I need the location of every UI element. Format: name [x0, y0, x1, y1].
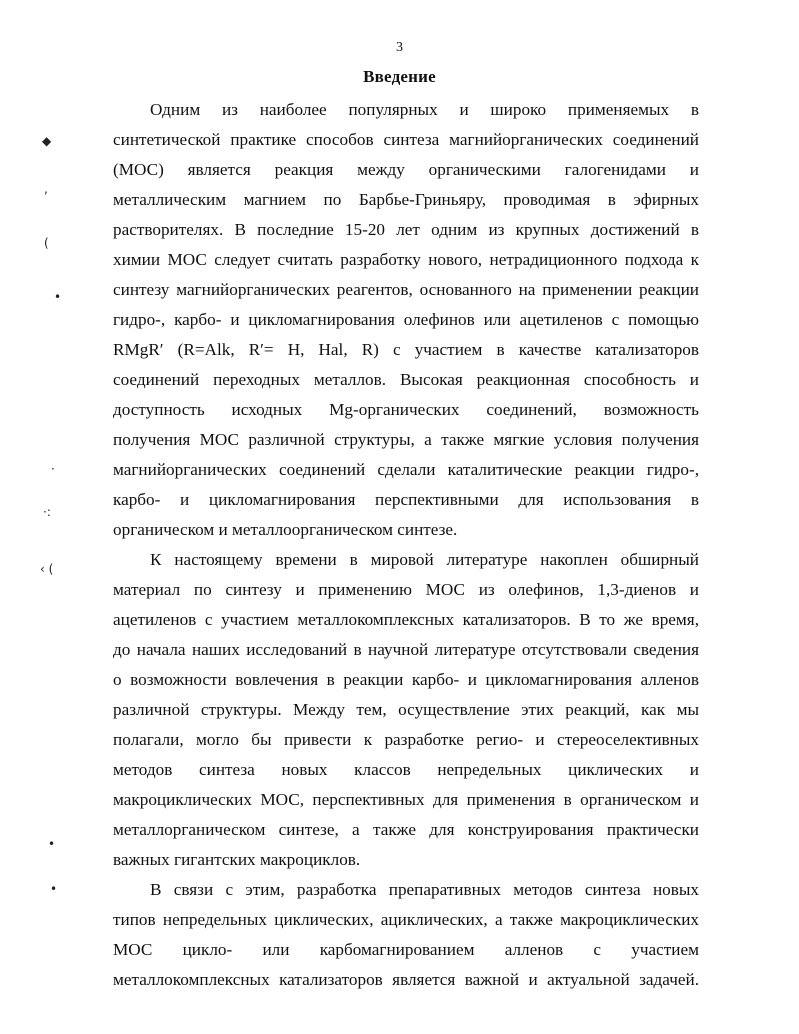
text-line: металлорганическом синтезе, а также для конструирования практически [113, 820, 699, 839]
page-title: Введение [363, 67, 436, 86]
page-number: 3 [396, 40, 403, 55]
text-line: полагали, могло бы привести к разработке регио- и стереоселективных [113, 730, 699, 749]
text-line: К настоящему времени в мировой литературе накоплен обширный [150, 550, 699, 569]
text-line: получения МОС различной структуры, а также мягкие условия получения [113, 430, 699, 449]
text-line: карбо- и цикломагнирования перспективными для использования в [113, 490, 699, 509]
scan-speck-icon: , [44, 182, 48, 196]
text-line: RMgR′ (R=Alk, R′= H, Hal, R) с участием в качестве катализаторов [113, 340, 699, 359]
text-line: растворителях. В последние 15-20 лет одним из крупных достижений в [113, 220, 699, 239]
text-line: типов непредельных циклических, ациклических, а также макроциклических [113, 910, 699, 929]
scan-speck-icon: • [48, 837, 56, 851]
text-line: важных гигантских макроциклов. [113, 850, 361, 869]
text-line: материал по синтезу и применению МОС из олефинов, 1,3-диенов и [113, 580, 699, 599]
text-line: МОС цикло- или карбомагнированием алленов с участием [113, 940, 699, 959]
scan-speck-icon: • [54, 290, 62, 304]
scan-speck-icon: ◆ [42, 134, 52, 148]
scan-speck-icon: · [51, 462, 55, 476]
text-line: доступность исходных Mg-органических соединений, возможность [113, 400, 699, 419]
scan-speck-icon: ‹ ( [40, 562, 54, 576]
text-line: металлокомплексных катализаторов является важной и актуальной задачей. [113, 970, 699, 989]
text-line: химии МОС следует считать разработку нового, нетрадиционного подхода к [113, 250, 699, 269]
scan-speck-icon: ( [44, 236, 49, 250]
text-line: о возможности вовлечения в реакции карбо- и цикломагнирования алленов [113, 670, 699, 689]
text-line: макроциклических МОС, перспективных для применения в органическом и [113, 790, 699, 809]
text-line: органическом и металлоорганическом синтезе. [113, 520, 458, 539]
scan-speck-icon: • [50, 882, 58, 896]
text-line: соединений переходных металлов. Высокая реакционная способность и [113, 370, 699, 389]
text-line: до начала наших исследований в научной литературе отсутствовали сведения [113, 640, 699, 659]
text-line: синтезу магнийорганических реагентов, основанного на применении реакции [113, 280, 699, 299]
text-line: (МОС) является реакция между органическими галогенидами и [113, 160, 699, 179]
scan-speck-icon: ·: [43, 505, 51, 519]
text-line: ацетиленов с участием металлокомплексных катализаторов. В то же время, [113, 610, 699, 629]
text-line: В связи с этим, разработка препаративных методов синтеза новых [150, 880, 699, 899]
text-line: металлическим магнием по Барбье-Гриньяру, проводимая в эфирных [113, 190, 699, 209]
text-line: методов синтеза новых классов непредельных циклических и [113, 760, 699, 779]
text-line: магнийорганических соединений сделали каталитические реакции гидро-, [113, 460, 699, 479]
text-line: различной структуры. Между тем, осуществление этих реакций, как мы [113, 700, 699, 719]
text-line: Одним из наиболее популярных и широко применяемых в [150, 100, 699, 119]
text-line: гидро-, карбо- и цикломагнирования олефинов или ацетиленов с помощью [113, 310, 699, 329]
text-line: синтетической практике способов синтеза магнийорганических соединений [113, 130, 699, 149]
